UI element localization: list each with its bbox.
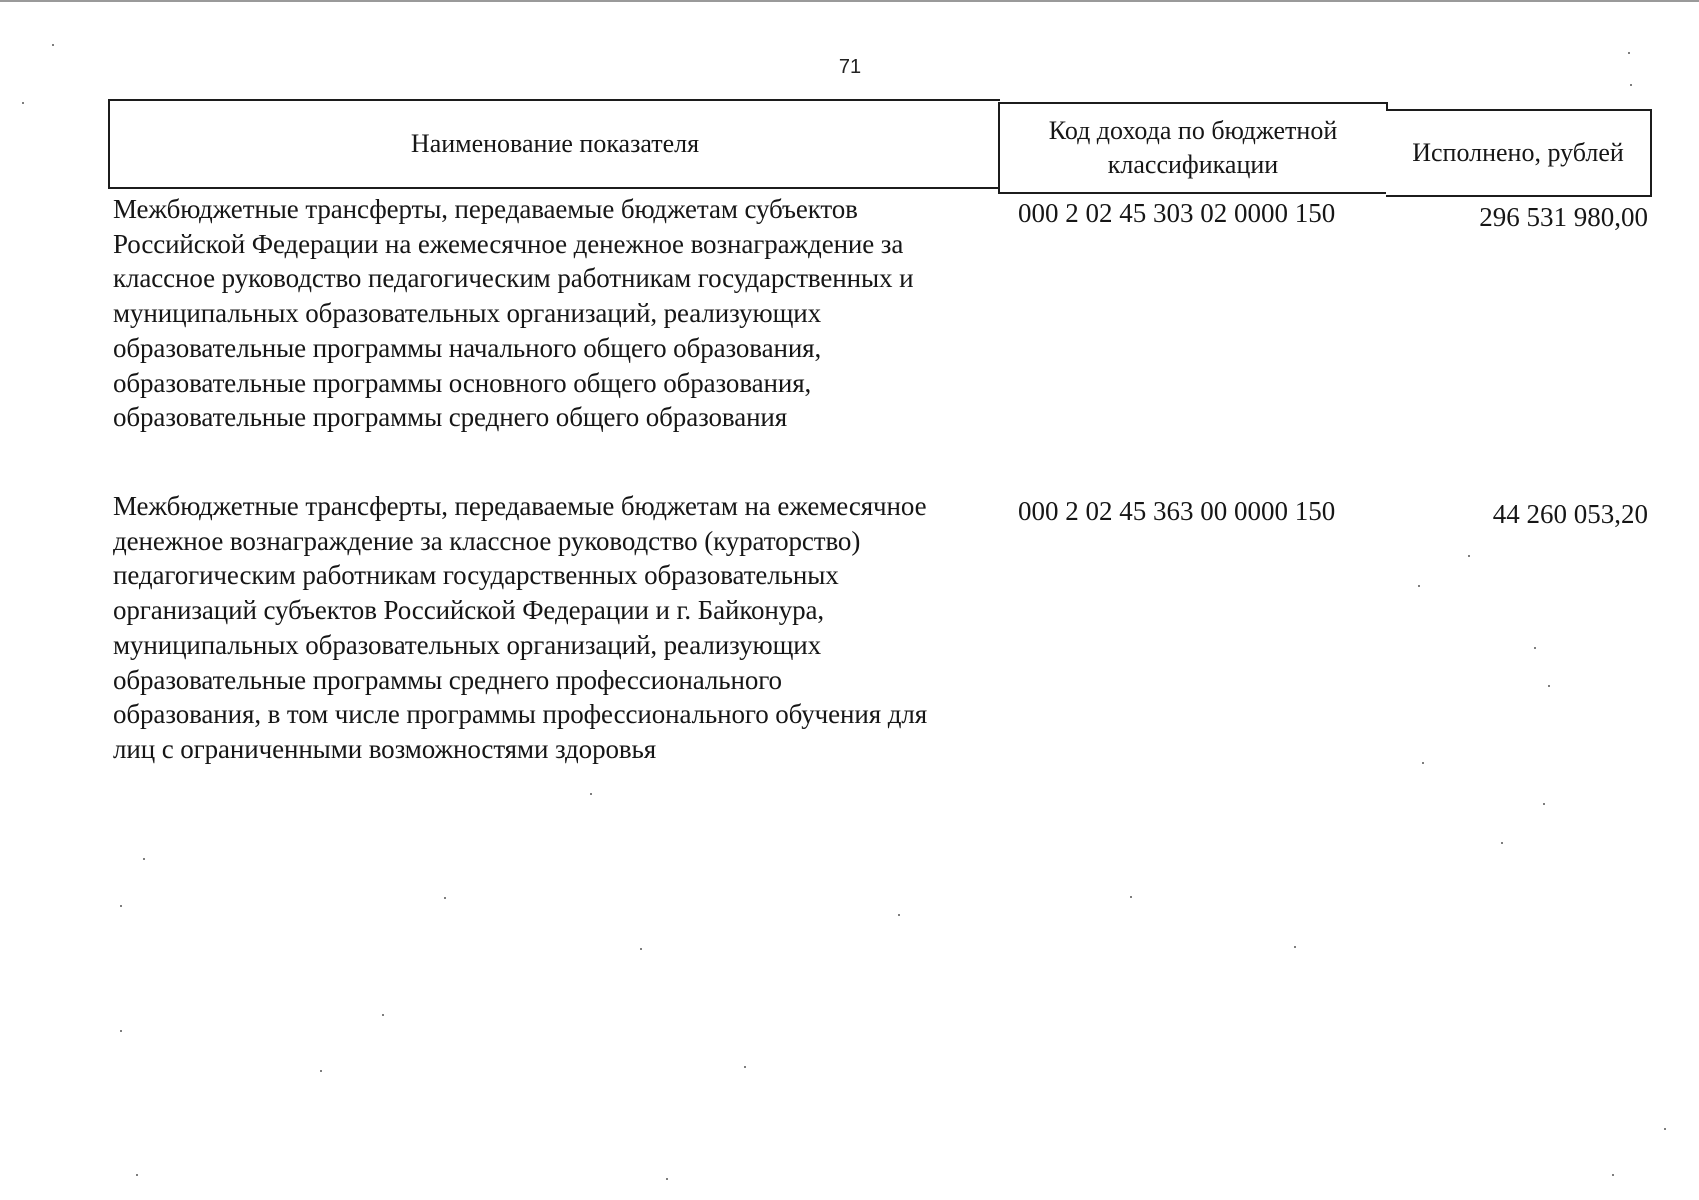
scan-speck [320,1070,322,1072]
header-name-cell [108,99,1000,189]
header-executed-label: Исполнено, рублей [1412,138,1624,167]
scan-speck [744,1066,746,1068]
scan-speck [898,914,900,916]
row-name-line: муниципальных образовательных организаций, реализующих [113,629,822,660]
scan-speck [120,905,122,907]
scan-speck [143,858,145,860]
row-name-line: образовательные программы среднего общего образования [113,402,788,433]
scan-speck [1548,685,1550,687]
scan-speck [136,1174,138,1176]
header-executed-cell [1386,109,1652,197]
row-code-cell: 000 2 02 45 303 02 0000 150 [1018,198,1336,228]
scan-speck [1501,842,1503,844]
header-code-line: Код дохода по бюджетной [1048,116,1338,145]
scan-speck [120,1030,122,1032]
header-code-line: классификации [1107,150,1279,179]
scan-speck [1422,762,1424,764]
scan-top-edge [0,0,1699,2]
scan-speck [22,102,24,104]
scan-speck [666,1178,668,1180]
row-name-line: Межбюджетные трансферты, передаваемые бюджетам на ежемесячное [113,491,927,521]
scan-speck [1612,1174,1614,1176]
row-name-line: организаций субъектов Российской Федерации и г. Байконура, [113,595,825,626]
page-number: 71 [838,56,862,78]
row-name-cell [113,192,1013,435]
row-name-line: образовательные программы начального общего образования, [113,332,822,363]
header-name-label: Наименование показателя [410,129,700,158]
row-name-line: образования, в том числе программы профессионального обучения для [113,699,928,730]
row-name-line: классное руководство педагогическим работникам государственных и [113,263,914,294]
row-amount-cell: 44 260 053,20 [1492,499,1648,529]
row-name-line: муниципальных образовательных организаций, реализующих [113,298,822,329]
row-name-line: лиц с ограниченными возможностями здоровья [113,733,657,764]
scan-speck [640,948,642,950]
row-amount-cell: 296 531 980,00 [1479,202,1648,232]
scan-speck [1468,555,1470,557]
scan-speck [1630,84,1632,86]
row-name-line: Российской Федерации на ежемесячное денежное вознаграждение за [113,228,904,259]
scan-speck [1130,896,1132,898]
row-code-cell: 000 2 02 45 363 00 0000 150 [1018,496,1336,526]
row-name-line: образовательные программы основного общего образования, [113,367,812,398]
row-name-cell [113,489,1013,767]
scan-speck [52,44,54,46]
scan-speck [590,793,592,795]
row-name-line: Межбюджетные трансферты, передаваемые бюджетам субъектов [113,194,858,224]
row-name-line: образовательные программы среднего профессионального [113,664,782,695]
scan-speck [1534,647,1536,649]
row-name-line: педагогическим работникам государственных образовательных [113,560,839,591]
scan-speck [1664,1128,1666,1130]
header-code-label [1049,114,1337,182]
header-code-cell [998,102,1388,194]
scan-speck [382,1014,384,1016]
row-name-line: денежное вознаграждение за классное руководство (кураторство) [113,525,861,556]
scan-speck [444,897,446,899]
scan-speck [1543,803,1545,805]
scan-speck [1294,946,1296,948]
scan-speck [1418,585,1420,587]
scan-speck [1628,52,1630,54]
